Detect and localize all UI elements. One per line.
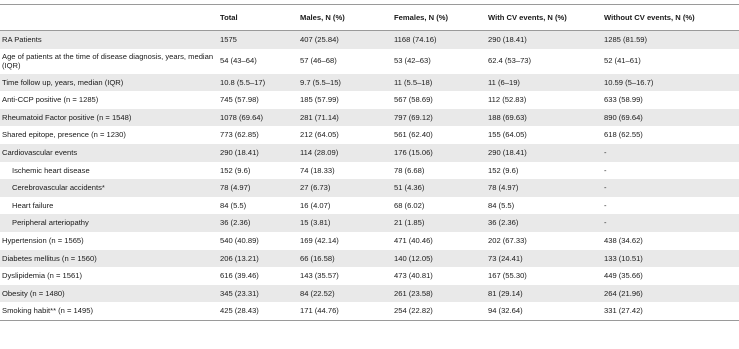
table-cell: 27 (6.73): [298, 179, 392, 197]
table-row: [0, 126, 739, 144]
table-cell: 94 (32.64): [486, 302, 602, 320]
table-cell: 78 (4.97): [218, 179, 298, 197]
row-label: Hypertension (n = 1565): [2, 235, 84, 245]
table-cell: 212 (64.05): [300, 130, 339, 140]
table-cell: 155 (64.05): [488, 130, 527, 140]
table-cell: 66 (16.58): [298, 250, 392, 268]
table-cell: 290 (18.41): [486, 144, 602, 162]
table-cell: -: [602, 179, 739, 197]
header-without-cv-events: Without CV events, N (%): [602, 5, 739, 31]
table-cell: 78 (6.68): [394, 165, 425, 175]
row-label: Rheumatoid Factor positive (n = 1548): [0, 109, 218, 127]
table-cell: 81 (29.14): [486, 285, 602, 303]
table-cell: 84 (5.5): [488, 200, 515, 210]
table-row: [0, 285, 739, 303]
table-cell: 633 (58.99): [604, 95, 643, 105]
table-row: [0, 214, 739, 232]
table-cell: 438 (34.62): [604, 235, 643, 245]
table-row: [0, 74, 739, 92]
table-cell: 176 (15.06): [392, 144, 486, 162]
header-with-cv-events: With CV events, N (%): [486, 5, 602, 31]
table-cell: 202 (67.33): [488, 235, 527, 245]
table-cell: 9.7 (5.5–15): [298, 74, 392, 92]
table-row: [0, 197, 739, 215]
row-label: Age of patients at the time of disease diagnosis, years, median (IQR): [2, 51, 214, 71]
header-males: Males, N (%): [298, 5, 392, 31]
table-cell: 1078 (69.64): [218, 109, 298, 127]
row-label: RA Patients: [0, 31, 218, 49]
table-cell: 449 (35.66): [604, 271, 643, 281]
table-cell: 15 (3.81): [298, 214, 392, 232]
table-cell: 618 (62.55): [604, 130, 643, 140]
table-cell: -: [604, 165, 607, 175]
table-cell: -: [602, 214, 739, 232]
table-cell: 133 (10.51): [602, 250, 739, 268]
table-row: [0, 144, 739, 162]
table-cell: 261 (23.58): [392, 285, 486, 303]
table-cell: 84 (22.52): [298, 285, 392, 303]
table-cell: 407 (25.84): [298, 31, 392, 49]
row-label: Ischemic heart disease: [12, 165, 90, 175]
table-cell: 84 (5.5): [220, 200, 247, 210]
table-row: [0, 162, 739, 180]
table-cell: 36 (2.36): [218, 214, 298, 232]
table-row: [0, 109, 739, 127]
table-cell: 1285 (81.59): [602, 31, 739, 49]
table-cell: 140 (12.05): [392, 250, 486, 268]
table-cell: 62.4 (53–73): [488, 56, 532, 66]
table-cell: 52 (41–61): [604, 56, 641, 66]
row-label: Cardiovascular events: [0, 144, 218, 162]
table-cell: 797 (69.12): [392, 109, 486, 127]
table-cell: 540 (40.89): [220, 235, 259, 245]
table-row: [0, 49, 739, 74]
table-cell: 206 (13.21): [218, 250, 298, 268]
row-label: Time follow up, years, median (IQR): [0, 74, 218, 92]
table-cell: 471 (40.46): [394, 235, 433, 245]
table-cell: 561 (62.40): [394, 130, 433, 140]
table-cell: 73 (24.41): [486, 250, 602, 268]
table-cell: 1575: [218, 31, 298, 49]
table-row: [0, 267, 739, 285]
table-cell: 11 (6–19): [486, 74, 602, 92]
table-cell: 331 (27.42): [602, 302, 739, 320]
row-label: Dyslipidemia (n = 1561): [2, 271, 82, 281]
table-cell: 114 (28.09): [298, 144, 392, 162]
table-cell: 281 (71.14): [298, 109, 392, 127]
table-cell: 188 (69.63): [486, 109, 602, 127]
patient-characteristics-table: [0, 4, 739, 321]
table-cell: 112 (52.83): [488, 95, 527, 105]
table-cell: 290 (18.41): [486, 31, 602, 49]
header-total: Total: [218, 5, 298, 31]
table-cell: -: [602, 144, 739, 162]
table-row: [0, 179, 739, 197]
table-cell: 21 (1.85): [392, 214, 486, 232]
table-cell: 11 (5.5–18): [392, 74, 486, 92]
table-cell: 616 (39.46): [220, 271, 259, 281]
table-cell: 254 (22.82): [392, 302, 486, 320]
table-cell: 152 (9.6): [220, 165, 251, 175]
table-cell: 53 (42–63): [394, 56, 431, 66]
table-cell: 68 (6.02): [394, 200, 425, 210]
table-cell: 567 (58.69): [394, 95, 433, 105]
table-cell: 10.8 (5.5–17): [218, 74, 298, 92]
table-cell: 890 (69.64): [602, 109, 739, 127]
table-cell: 10.59 (5–16.7): [602, 74, 739, 92]
row-label: Diabetes mellitus (n = 1560): [0, 250, 218, 268]
row-label: Obesity (n = 1480): [0, 285, 218, 303]
table-cell: 185 (57.99): [300, 95, 339, 105]
table-row: [0, 91, 739, 109]
table-cell: 1168 (74.16): [392, 31, 486, 49]
table-cell: -: [604, 200, 607, 210]
table-row: [0, 302, 739, 320]
table-header-row: [0, 5, 739, 31]
table-cell: 425 (28.43): [218, 302, 298, 320]
table-cell: 54 (43–64): [220, 56, 257, 66]
table-row: [0, 250, 739, 268]
header-label: [0, 5, 218, 31]
table-cell: 51 (4.36): [392, 179, 486, 197]
table-cell: 169 (42.14): [300, 235, 339, 245]
table-cell: 264 (21.96): [602, 285, 739, 303]
row-label: Heart failure: [12, 200, 54, 210]
row-label: Smoking habit** (n = 1495): [0, 302, 218, 320]
table-row: [0, 31, 739, 49]
header-females: Females, N (%): [392, 5, 486, 31]
table-cell: 290 (18.41): [218, 144, 298, 162]
row-label: Peripheral arteriopathy: [0, 214, 218, 232]
table-cell: 36 (2.36): [486, 214, 602, 232]
table-cell: 171 (44.76): [298, 302, 392, 320]
table-cell: 143 (35.57): [300, 271, 339, 281]
table-cell: 473 (40.81): [394, 271, 433, 281]
row-label: Cerebrovascular accidents*: [0, 179, 218, 197]
table-cell: 78 (4.97): [486, 179, 602, 197]
table-cell: 16 (4.07): [300, 200, 331, 210]
table-cell: 167 (55.30): [488, 271, 527, 281]
table-cell: 74 (18.33): [300, 165, 335, 175]
table-cell: 745 (57.98): [220, 95, 259, 105]
row-label: Anti-CCP positive (n = 1285): [2, 95, 99, 105]
table-row: [0, 232, 739, 250]
table-cell: 773 (62.85): [220, 130, 259, 140]
table-cell: 152 (9.6): [488, 165, 519, 175]
row-label: Shared epitope, presence (n = 1230): [2, 130, 126, 140]
table-cell: 345 (23.31): [218, 285, 298, 303]
table-cell: 57 (46–68): [300, 56, 337, 66]
